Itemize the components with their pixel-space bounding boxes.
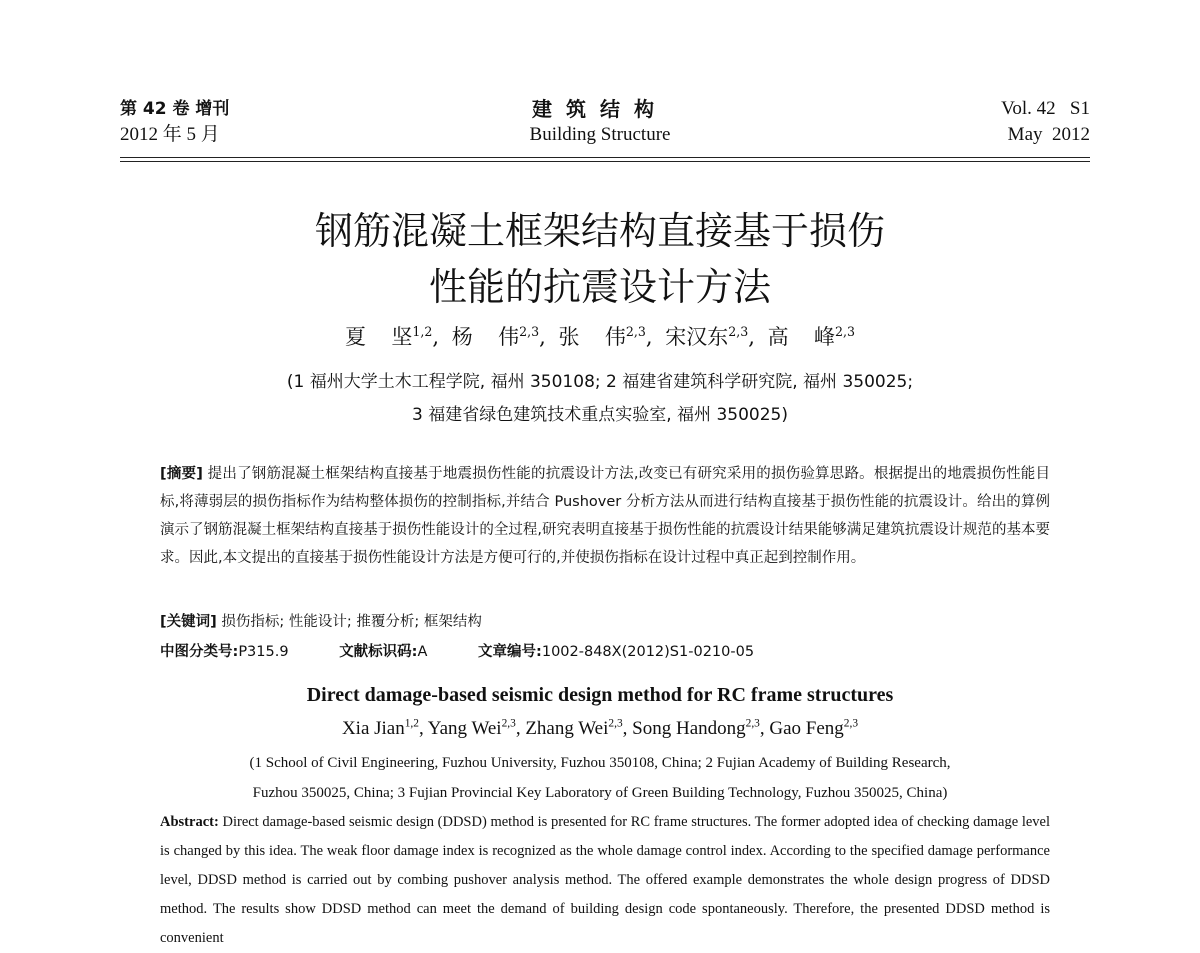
abstract-cn-label: [摘要] <box>160 466 203 482</box>
keywords-cn-text: 损伤指标; 性能设计; 推覆分析; 框架结构 <box>221 614 482 630</box>
header-rule-bottom <box>120 161 1090 162</box>
header-volume-info-en <box>1001 96 1090 148</box>
author-cn: 夏 坚$^{1,2}$ <box>344 324 433 349</box>
author-en: Yang Wei$^{2,3}$ <box>427 717 516 739</box>
header-date-cn: 2012 年 5 月 <box>120 124 220 145</box>
paper-title-en: Direct damage-based seismic design method for RC frame structures <box>306 684 894 706</box>
journal-name-en: Building Structure <box>529 124 671 145</box>
abstract-cn <box>160 460 1050 572</box>
abstract-cn-text: 提出了钢筋混凝土框架结构直接基于地震损伤性能的抗震设计方法,改变已有研究采用的损伤验算思路。根据提出的地震损伤性能目标,将薄弱层的损伤指标作为结构整体损伤的控制指标,并结合 Pushover 分析方法从而进行结构直接基于损伤性能的抗震设计。给出的算例演示了钢筋混凝土框架结构直接基于损伤性能设计的全过程,研究表明直接基于损伤性能的抗震设计结果能够满足建筑抗震设计规范的基本要求。因此,本文提出的直接基于损伤性能设计方法是方便可行的,并使损伤指标在设计过程中真正起到控制作用。 <box>160 466 1051 566</box>
affiliation-en-line1: (1 School of Civil Engineering, Fuzhou University, Fuzhou 350108, China; 2 Fujian Academy of Building Research, <box>249 755 951 771</box>
author-cn: 杨 伟$^{2,3}$ <box>451 324 540 349</box>
keywords-cn-label: [关键词] <box>160 614 217 630</box>
affiliation-en <box>100 748 1100 808</box>
header-volume-info <box>120 96 229 148</box>
article-number: 文章编号:1002-848X(2012)S1-0210-05 <box>478 644 755 660</box>
paper-title-cn-line1: 钢筋混凝土框架结构直接基于损伤 <box>314 209 885 253</box>
authors-en: Xia Jian$^{1,2}$, Yang Wei$^{2,3}$, Zhang Wei$^{2,3}$, Song Handong$^{2,3}$, Gao Feng$^{2,3}$ <box>341 717 859 739</box>
paper-title-cn-line2: 性能的抗震设计方法 <box>428 265 771 309</box>
journal-name-cn: 建筑结构 <box>532 97 668 121</box>
affiliation-cn-line2: 3 福建省绿色建筑技术重点实验室, 福州 350025) <box>412 405 788 425</box>
abstract-en-text: Direct damage-based seismic design (DDSD) method is presented for RC frame structures. The former adopted idea of checking damage level is changed by this idea. The weak floor damage index is recognized as the whole damage control index. According to the specified damage performance level, DDSD method is carried out by combing pushover analysis method. The offered example demonstrates the whole design progress of DDSD method. The results show DDSD method can meet the demand of building design code spontaneously. Therefore, the presented DDSD method is convenient <box>160 814 1050 946</box>
author-cn: 张 伟$^{2,3}$ <box>558 324 646 349</box>
document-code: 文献标识码:A <box>339 644 428 660</box>
clc-number: 中图分类号:P315.9 <box>160 644 289 660</box>
header-rule-top <box>120 157 1090 158</box>
author-en: Zhang Wei$^{2,3}$ <box>525 717 623 739</box>
affiliation-cn <box>100 366 1100 432</box>
author-cn: 高 峰$^{2,3}$ <box>767 324 856 349</box>
affiliation-en-line2: Fuzhou 350025, China; 3 Fujian Provincial Key Laboratory of Green Building Technology, Fuzhou 350025, China) <box>252 785 948 801</box>
author-cn: 宋汉东$^{2,3}$ <box>665 324 749 349</box>
author-en: Song Handong$^{2,3}$ <box>632 717 760 739</box>
keywords-cn <box>160 608 1050 636</box>
classification-line <box>160 638 1050 666</box>
abstract-en-label: Abstract <box>160 814 214 830</box>
affiliation-cn-line1: (1 福州大学土木工程学院, 福州 350108; 2 福建省建筑科学研究院, 福州 350025; <box>286 372 914 392</box>
abstract-en: Abstract: Direct damage-based seismic design (DDSD) method is presented for RC frame structures. The former adopted idea of checking damage level is changed by this idea. The weak floor damage index is recognized as the whole damage control index. According to the specified damage performance level, DDSD method is carried out by combing pushover analysis method. The offered example demonstrates the whole design progress of DDSD method. The results show DDSD method can meet the demand of building design code spontaneously. Therefore, the presented DDSD method is convenient <box>160 814 1050 946</box>
header-journal-name <box>450 96 750 148</box>
author-en: Xia Jian$^{1,2}$ <box>341 717 419 739</box>
authors-cn: 夏 坚$^{1,2}$, 杨 伟$^{2,3}$, 张 伟$^{2,3}$, 宋汉东$^{2,3}$, 高 峰$^{2,3}$ <box>344 324 856 349</box>
header-volume: 第 42 卷 增刊 <box>120 99 230 119</box>
header-date-en: May 2012 <box>1007 124 1090 145</box>
paper-title-cn <box>100 203 1100 315</box>
author-en: Gao Feng$^{2,3}$ <box>769 717 859 739</box>
header-volume-en: Vol. 42 S1 <box>1001 98 1090 119</box>
